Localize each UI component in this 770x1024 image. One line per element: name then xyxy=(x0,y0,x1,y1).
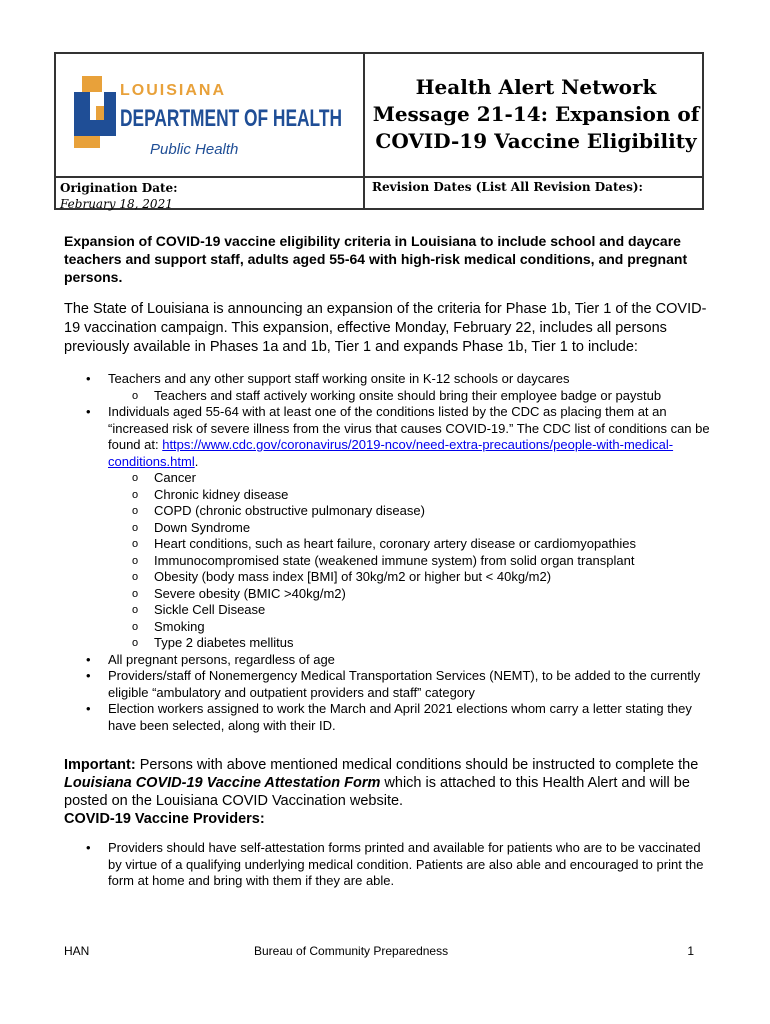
lead-statement: Expansion of COVID-19 vaccine eligibility criteria in Louisiana to include school and daycare teachers and support staff, adults aged 55-64 with high-risk medical conditions, and pregnant persons. xyxy=(64,233,688,285)
conditions-list xyxy=(108,470,714,652)
condition-item: o Immunocompromised state (weakened immune system) from solid organ transplant xyxy=(108,553,714,570)
condition-item: o Heart conditions, such as heart failure, coronary artery disease or cardiomyopathies xyxy=(108,536,714,553)
medical-cross-icon xyxy=(74,76,116,148)
providers-heading: COVID-19 Vaccine Providers: xyxy=(64,811,265,827)
condition-item: o Sickle Cell Disease xyxy=(108,602,714,619)
bullet-teachers: Teachers and any other support staff working onsite in K-12 schools or daycares xyxy=(108,371,570,386)
list-item xyxy=(64,371,714,404)
providers-list xyxy=(64,840,714,890)
condition-item: o Cancer xyxy=(108,470,714,487)
intro-paragraph: The State of Louisiana is announcing an expansion of the criteria for Phase 1b, Tier 1 of the COVID-19 vaccination campaign. This expansion, effective Monday, February 22, includes all persons previously available in Phases 1a and 1b, Tier 1 and expands Phase 1b, Tier 1 to include: xyxy=(64,301,707,355)
origination-label: Origination Date: xyxy=(60,181,178,195)
important-text-1: Persons with above mentioned medical conditions should be instructed to complete the xyxy=(135,757,699,773)
list-item: • Election workers assigned to work the March and April 2021 elections whom carry a letter stating they have been selected, along with their ID. xyxy=(64,701,714,734)
logo-division: Public Health xyxy=(150,141,239,158)
sub-list xyxy=(108,388,714,405)
important-text-2: which is attached to this Health Alert and will be posted on the Louisiana COVID Vaccination website. xyxy=(64,775,690,809)
sub-list-item: o Teachers and staff actively working onsite should bring their employee badge or paystub xyxy=(108,388,714,405)
header-vertical-divider xyxy=(363,54,365,208)
condition-item: o Obesity (body mass index [BMI] of 30kg/m2 or higher but < 40kg/m2) xyxy=(108,569,714,586)
revision-label: Revision Dates (List All Revision Dates): xyxy=(372,180,643,194)
page-footer xyxy=(64,944,694,960)
list-item: • Providers should have self-attestation forms printed and available for patients who are to be vaccinated by virtue of a qualifying underlying medical condition. Patients are also able and encouraged to print the form at home and bring with them if they are able. xyxy=(64,840,714,890)
footer-left: HAN xyxy=(64,944,90,958)
condition-item: o Severe obesity (BMIC >40kg/m2) xyxy=(108,586,714,603)
cdc-conditions-link[interactable]: https://www.cdc.gov/coronavirus/2019-ncov/need-extra-precautions/people-with-medical-conditions.html xyxy=(108,437,674,469)
bullet-period: . xyxy=(194,453,199,469)
ldh-logo xyxy=(68,70,348,170)
page-number: 1 xyxy=(687,944,694,958)
origination-value: February 18, 2021 xyxy=(60,197,173,211)
alert-title: Health Alert Network Message 21-14: Expansion of COVID-19 Vaccine Eligibility xyxy=(372,75,700,153)
origination-cell xyxy=(60,180,360,212)
condition-item: o Smoking xyxy=(108,619,714,636)
bullet-individuals: Individuals aged 55-64 with at least one of the conditions listed by the CDC as placing them at an “increased risk of severe illness from the virus that causes COVID-19.” The CDC list of conditions can be found at: xyxy=(108,404,710,452)
important-paragraph xyxy=(64,756,714,810)
eligibility-list xyxy=(64,371,714,734)
list-item: • All pregnant persons, regardless of age xyxy=(64,652,714,669)
condition-item: o COPD (chronic obstructive pulmonary disease) xyxy=(108,503,714,520)
condition-item: o Chronic kidney disease xyxy=(108,487,714,504)
condition-item: o Type 2 diabetes mellitus xyxy=(108,635,714,652)
logo-state: LOUISIANA xyxy=(120,82,226,99)
header-horizontal-divider xyxy=(56,176,702,178)
footer-center: Bureau of Community Preparedness xyxy=(254,944,449,958)
important-label: Important: xyxy=(64,757,136,773)
header-table xyxy=(54,52,704,210)
message-body xyxy=(64,232,714,890)
attestation-form-name: Louisiana COVID-19 Vaccine Attestation Form xyxy=(64,775,381,791)
list-item xyxy=(64,404,714,652)
condition-item: o Down Syndrome xyxy=(108,520,714,537)
logo-department: DEPARTMENT OF HEALTH xyxy=(120,105,342,132)
list-item: • Providers/staff of Nonemergency Medical Transportation Services (NEMT), to be added to the currently eligible “ambulatory and outpatient providers and staff” category xyxy=(64,668,714,701)
